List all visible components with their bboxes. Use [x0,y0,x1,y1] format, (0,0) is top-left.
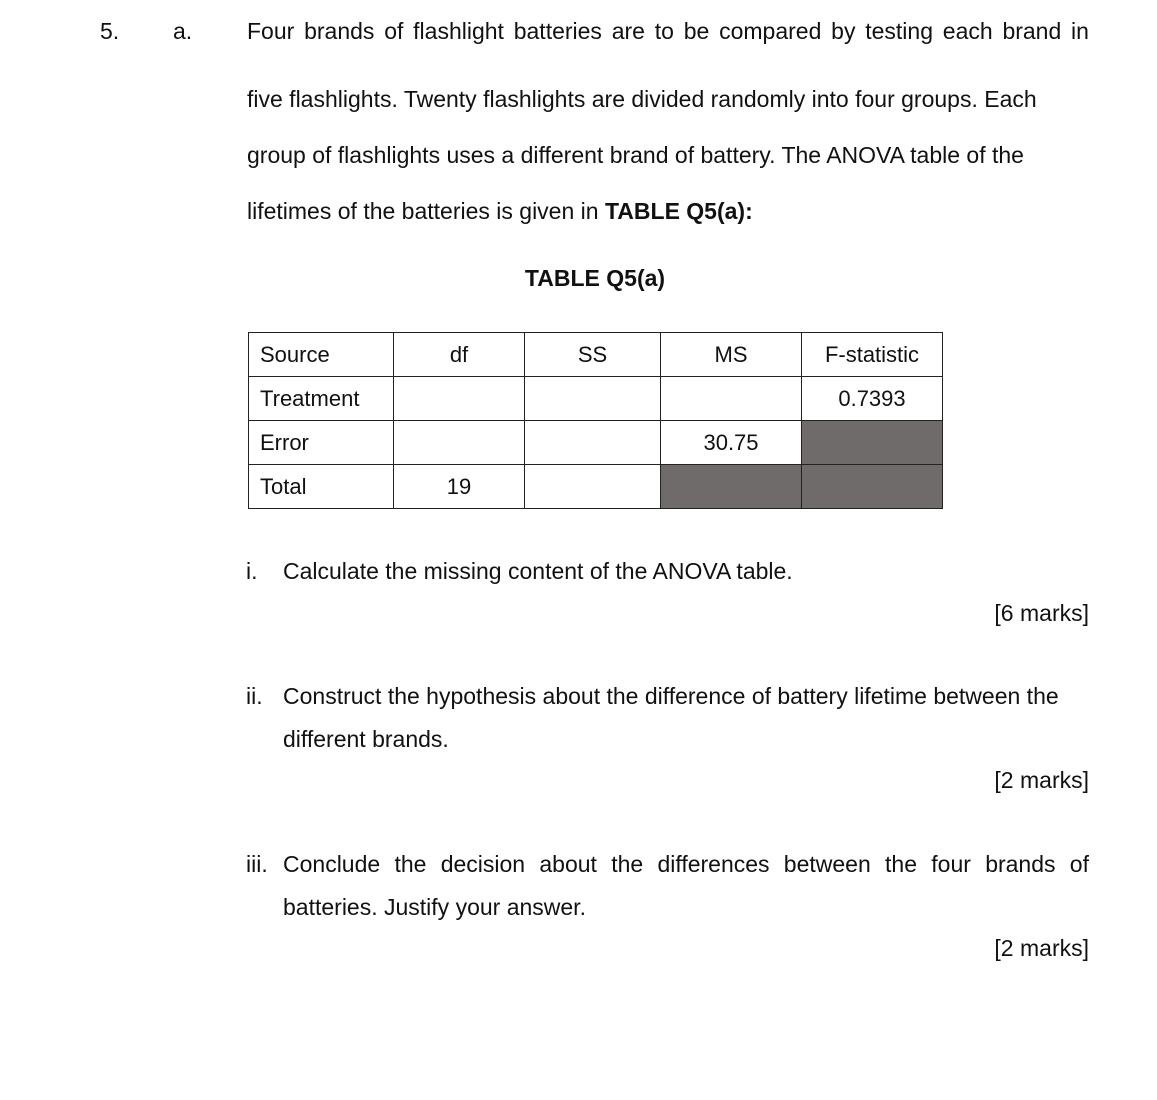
subquestion-iii-text-line-2: batteries. Justify your answer. [283,894,586,920]
table-row-total [249,465,943,509]
word: are [611,18,645,44]
question-number: 5. [100,18,120,44]
word: the [611,851,644,877]
subquestion-i-text: Calculate the missing content of the ANOVA table. [283,558,793,584]
subquestion-iii-text-line-1 [283,851,1089,878]
subquestion-ii-label: ii. [246,683,263,709]
table-row-error [249,421,943,465]
cell-df: 19 [394,465,525,509]
cell-ss [525,377,661,421]
subquestion-ii-text-line-1: Construct the hypothesis about the difference of battery lifetime between the [283,683,1059,709]
word: Conclude [283,851,381,877]
cell-ms: 30.75 [661,421,802,465]
word: of [1069,851,1089,877]
header-source: Source [249,333,394,377]
cell-ss [525,421,661,465]
subquestion-iii-label: iii. [246,851,268,877]
intro-line-1 [247,18,1089,45]
table-header-row [249,333,943,377]
shaded-cell [802,421,943,465]
table-row-treatment [249,377,943,421]
subquestion-iii-marks: [2 marks] [994,935,1089,961]
word: brands [985,851,1056,877]
word: decision [440,851,526,877]
subquestion-ii-text-line-2: different brands. [283,726,449,752]
word: four [931,851,971,877]
word: Four [247,18,295,44]
word: differences [657,851,770,877]
word: between [783,851,871,877]
subquestion-i-label: i. [246,558,258,584]
subquestion-i-marks: [6 marks] [994,600,1089,626]
intro-line-3: group of flashlights uses a different brand of battery. The ANOVA table of the [247,142,1024,168]
word: compared [719,18,822,44]
header-f-statistic: F-statistic [802,333,943,377]
word: flashlight [413,18,504,44]
word: brand [1002,18,1062,44]
word: by [831,18,856,44]
word: the [394,851,427,877]
table-reference: TABLE Q5(a): [604,198,753,224]
cell-ss [525,465,661,509]
header-ms: MS [661,333,802,377]
cell-df [394,377,525,421]
word: each [942,18,993,44]
question-part-label: a. [173,18,193,44]
cell-f-statistic: 0.7393 [802,377,943,421]
cell-ms [661,377,802,421]
anova-table [248,332,943,509]
word: in [1071,18,1089,44]
header-df: df [394,333,525,377]
intro-line-4 [247,198,753,225]
table-caption: TABLE Q5(a) [524,265,666,291]
shaded-cell [661,465,802,509]
subquestion-ii-marks: [2 marks] [994,767,1089,793]
shaded-cell [802,465,943,509]
word: to [654,18,674,44]
word: brands [304,18,375,44]
word: about [539,851,597,877]
header-ss: SS [525,333,661,377]
cell-source: Total [249,465,394,509]
intro-line-4-prefix: lifetimes of the batteries is given in [247,198,605,224]
word: the [885,851,918,877]
word: testing [865,18,933,44]
cell-source: Treatment [249,377,394,421]
word: batteries [513,18,602,44]
cell-df [394,421,525,465]
cell-source: Error [249,421,394,465]
intro-line-2: five flashlights. Twenty flashlights are divided randomly into four groups. Each [247,86,1037,112]
word: be [683,18,710,44]
word: of [384,18,404,44]
